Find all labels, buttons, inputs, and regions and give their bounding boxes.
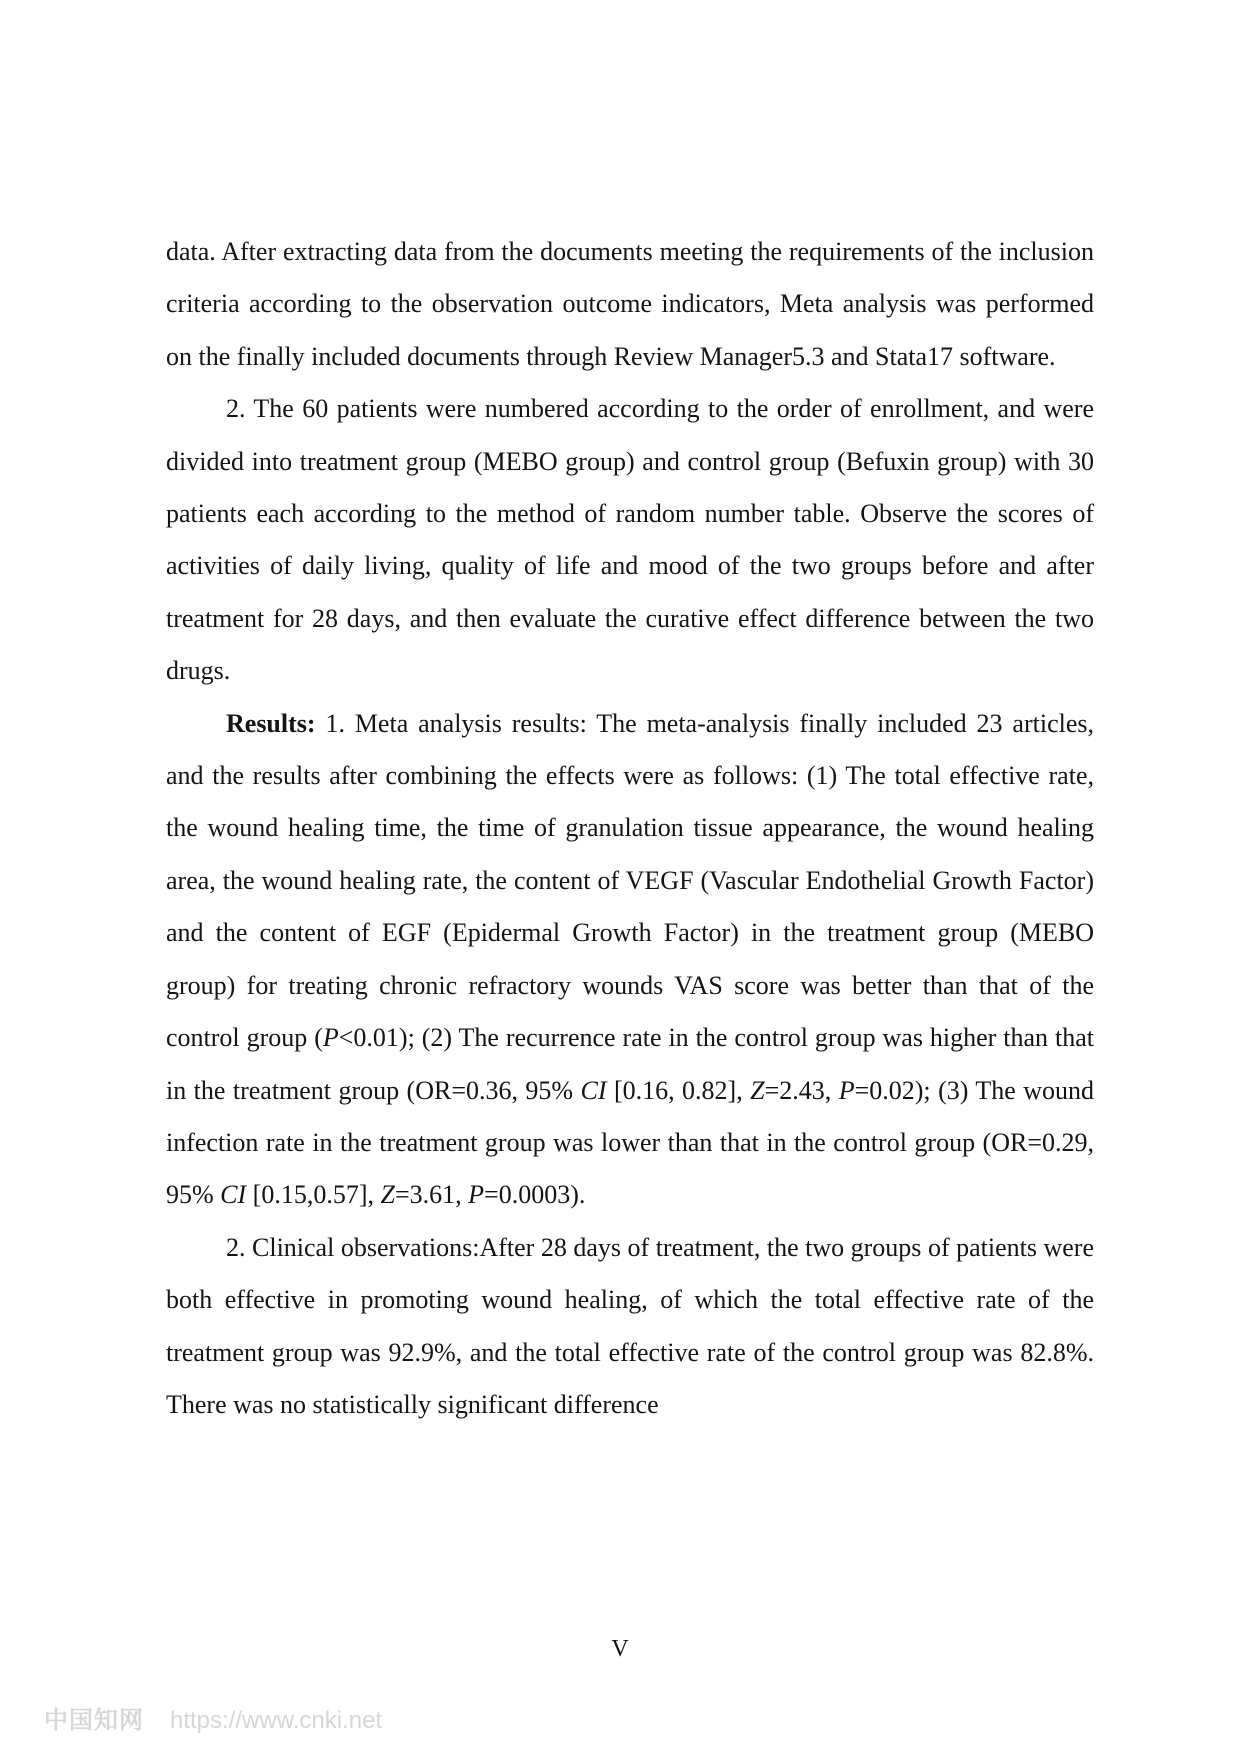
section-label: Results:: [226, 708, 316, 738]
italic-symbol: Z: [750, 1075, 765, 1105]
text-run: [0.15,0.57],: [246, 1180, 381, 1210]
italic-symbol: CI: [220, 1180, 247, 1210]
italic-symbol: P: [838, 1075, 855, 1105]
italic-symbol: CI: [580, 1075, 607, 1105]
cnki-watermark: [44, 1700, 382, 1735]
text-run: =0.0003).: [484, 1180, 586, 1210]
paragraph: [166, 1222, 1094, 1432]
paragraph: [166, 226, 1094, 383]
text-run: 2. The 60 patients were numbered according to the order of enrollment, and were divided into treatment group (MEBO group) and control group (Befuxin group) with 30 patients each according to the method of random number table. Observe the scores of activities of daily living, quality of life and mood of the two groups before and after treatment for 28 days, and then evaluate the curative effect difference between the two drugs.: [166, 394, 1094, 686]
text-run: data. After extracting data from the documents meeting the requirements of the inclusion criteria according to the observation outcome indicators, Meta analysis was performed on the finally included documents through Review Manager5.3 and Stata17 software.: [166, 237, 1094, 371]
italic-symbol: P: [468, 1180, 485, 1210]
body-text: [166, 226, 1094, 1431]
text-run: 1. Meta analysis results: The meta-analysis finally included 23 articles, and the results after combining the effects were as follows: (1) The total effective rate, the wound healing time, the time of granulation tissue appearance, the wound healing area, the wound healing rate, the content of VEGF (Vascular Endothelial Growth Factor) and the content of EGF (Epidermal Growth Factor) in the treatment group (MEBO group) for treating chronic refractory wounds VAS score was better than that of the control group (: [166, 708, 1094, 1053]
text-run: =2.43,: [764, 1075, 839, 1105]
text-run: 2. Clinical observations:After 28 days of treatment, the two groups of patients were both effective in promoting wound healing, of which the total effective rate of the treatment group was 92.9%, and the total effective rate of the control group was 82.8%. There was no statistically significant difference: [166, 1232, 1094, 1419]
paragraph: [166, 383, 1094, 697]
text-run: =3.61,: [394, 1180, 469, 1210]
text-run: [0.16, 0.82],: [606, 1075, 751, 1105]
watermark-logo: 中国知网: [44, 1706, 144, 1734]
text-run: <0.01); (2) The recurrence rate in the control group was higher than that in the treatment group (OR=0.36, 95%: [166, 1023, 1094, 1105]
paragraph: [166, 698, 1094, 1222]
italic-symbol: Z: [380, 1180, 395, 1210]
text-run: =0.02); (3) The wound infection rate in the treatment group was lower than that in the control group (OR=0.29, 95%: [166, 1075, 1094, 1210]
page-number: V: [611, 1636, 629, 1662]
italic-symbol: P: [322, 1023, 339, 1053]
watermark-url: https://www.cnki.net: [170, 1707, 383, 1734]
